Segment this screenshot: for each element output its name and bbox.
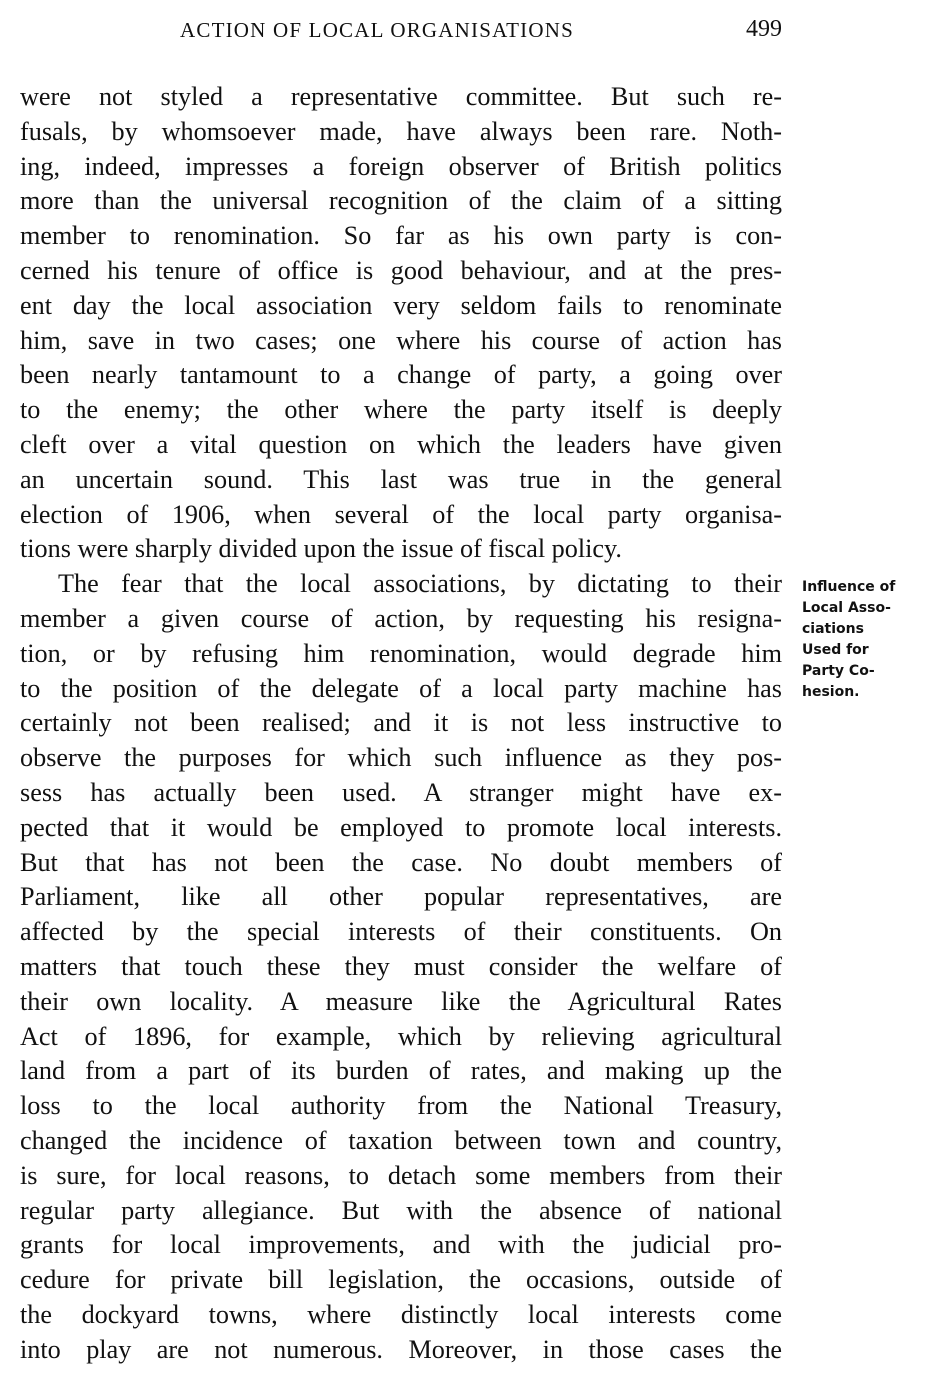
side-note-line: hesion. [802, 684, 860, 700]
text-line: tion, or by refusing him renomination, would degrade him [20, 638, 782, 668]
text-line: the dockyard towns, where distinctly local interests come [20, 1299, 782, 1329]
text-line: affected by the special interests of their constituents. On [20, 917, 782, 947]
text-line: to the position of the delegate of a local party machine has [20, 673, 782, 703]
side-note-line: Party Co- [802, 663, 875, 679]
text-line: member to renomination. So far as his own party is con- [20, 221, 782, 251]
text-line: cleft over a vital question on which the leaders have given [20, 429, 782, 459]
text-line: ent day the local association very seldom fails to renominate [20, 290, 782, 320]
text-line: pected that it would be employed to promote local interests. [20, 812, 782, 842]
text-line: fusals, by whomsoever made, have always been rare. Noth- [20, 116, 782, 146]
page-number: 499 [746, 16, 782, 42]
text-line: grants for local improvements, and with the judicial pro- [20, 1230, 782, 1260]
text-line: to the enemy; the other where the party itself is deeply [20, 395, 782, 425]
text-line: observe the purposes for which such influence as they pos- [20, 743, 782, 773]
text-line: cedure for private bill legislation, the occasions, outside of [20, 1265, 782, 1295]
body-text [20, 80, 782, 1367]
text-line: cerned his tenure of office is good behaviour, and at the pres- [20, 255, 782, 285]
text-line: The fear that the local associations, by dictating to their [58, 569, 782, 599]
text-line: him, save in two cases; one where his course of action has [20, 325, 782, 355]
text-line: tions were sharply divided upon the issue of fiscal policy. [20, 534, 622, 564]
text-line: an uncertain sound. This last was true in the general [20, 464, 782, 494]
paragraph-2 [20, 567, 782, 1367]
text-line: changed the incidence of taxation between town and country, [20, 1125, 782, 1155]
side-note-line: Local Asso- [802, 600, 891, 616]
text-line: more than the universal recognition of the claim of a sitting [20, 186, 782, 216]
side-note-line: Influence of [802, 579, 896, 595]
text-line: member a given course of action, by requesting his resigna- [20, 603, 782, 633]
text-line: been nearly tantamount to a change of party, a going over [20, 360, 782, 390]
text-line: land from a part of its burden of rates, and making up the [20, 1056, 782, 1086]
text-line: But that has not been the case. No doubt members of [20, 847, 782, 877]
text-line: sess has actually been used. A stranger might have ex- [20, 777, 782, 807]
paragraph-1 [20, 80, 782, 567]
text-line: loss to the local authority from the National Treasury, [20, 1091, 782, 1121]
text-line: Act of 1896, for example, which by relieving agricultural [20, 1021, 782, 1051]
text-line: election of 1906, when several of the local party organisa- [20, 499, 782, 529]
side-note-line: ciations [802, 621, 864, 637]
page-header [20, 14, 782, 48]
text-line: ing, indeed, impresses a foreign observer of British politics [20, 151, 782, 181]
text-line: Parliament, like all other popular representatives, are [20, 882, 782, 912]
running-title: ACTION OF LOCAL ORGANISATIONS [180, 18, 574, 42]
text-line: were not styled a representative committee. But such re- [20, 82, 782, 111]
side-note-line: Used for [802, 642, 869, 658]
text-line: certainly not been realised; and it is not less instructive to [20, 708, 782, 738]
margin-side-note [802, 577, 930, 703]
text-line: into play are not numerous. Moreover, in those cases the [20, 1334, 782, 1364]
text-line: matters that touch these they must consider the welfare of [20, 951, 782, 981]
text-line: is sure, for local reasons, to detach some members from their [20, 1160, 782, 1190]
text-line: their own locality. A measure like the Agricultural Rates [20, 986, 782, 1016]
text-line: regular party allegiance. But with the absence of national [20, 1195, 782, 1225]
